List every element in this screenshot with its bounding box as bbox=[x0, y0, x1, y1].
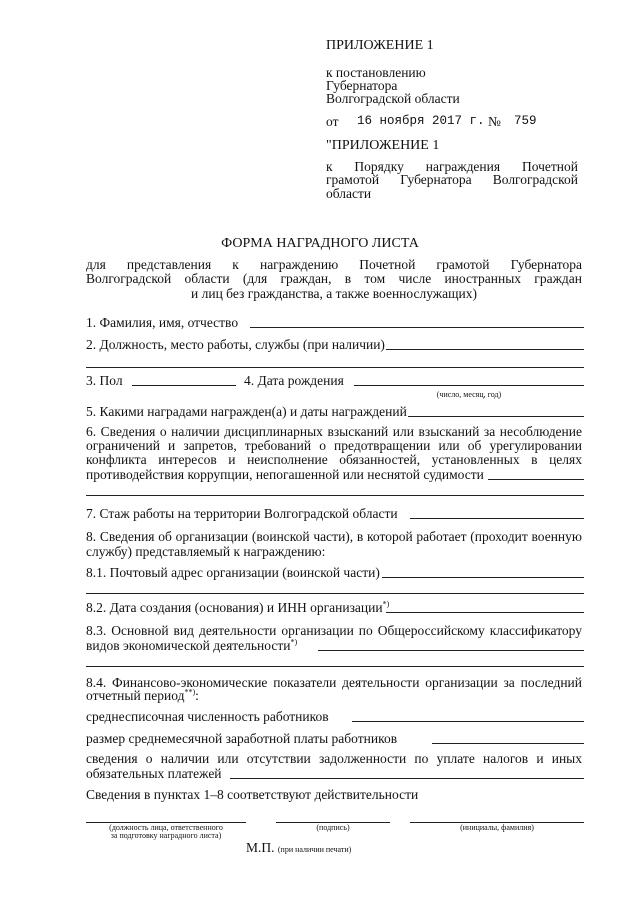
field-full-name-label: 1. Фамилия, имя, отчество bbox=[86, 315, 239, 330]
form-title: ФОРМА НАГРАДНОГО ЛИСТА bbox=[221, 236, 419, 251]
field-organization-line-2: службу) представляемый к награждению: bbox=[86, 544, 326, 559]
field-full-name-line[interactable] bbox=[250, 327, 584, 328]
resolution-line-1: к постановлению bbox=[326, 65, 426, 80]
footnote-mark-1: *) bbox=[382, 599, 390, 609]
field-postal-address-line-2[interactable] bbox=[86, 593, 584, 594]
form-subtitle-1: для представления к награждению Почетной грамотой Губернатора bbox=[86, 257, 582, 272]
field-discipline-line-3: конфликта интересов и неисполнение обязанностей, установленных в целях bbox=[86, 452, 582, 467]
form-subtitle-3: и лиц без гражданства, а также военнослужащих) bbox=[191, 286, 477, 301]
number-value: 759 bbox=[514, 114, 537, 128]
field-founding-inn-line[interactable] bbox=[386, 612, 584, 613]
avg-salary-label: размер среднемесячной заработной платы работников bbox=[86, 731, 398, 746]
field-sex-label: 3. Пол bbox=[86, 373, 123, 388]
debt-answer-line[interactable] bbox=[230, 778, 584, 779]
resolution-line-3: Волгоградской области bbox=[326, 91, 460, 106]
resolution-line-2: Губернатора bbox=[326, 78, 398, 93]
position-caption-2: за подготовку наградного листа) bbox=[110, 831, 222, 840]
field-postal-address-line[interactable] bbox=[382, 577, 584, 578]
field-position-line[interactable] bbox=[386, 349, 584, 350]
field-activity-line-2: видов экономической деятельности*) bbox=[86, 637, 298, 653]
date-value: 16 ноября 2017 г. bbox=[357, 114, 485, 128]
field-activity-line-2[interactable] bbox=[86, 666, 584, 667]
field-sex-line[interactable] bbox=[132, 385, 236, 386]
field-position-line-2[interactable] bbox=[86, 367, 584, 368]
appendix-title-2: "ПРИЛОЖЕНИЕ 1 bbox=[326, 138, 440, 153]
field-birthdate-label: 4. Дата рождения bbox=[244, 373, 344, 388]
field-awards-line[interactable] bbox=[408, 416, 584, 417]
procedure-line-2: грамотой Губернатора Волгоградской bbox=[326, 172, 578, 187]
appendix-title: ПРИЛОЖЕНИЕ 1 bbox=[326, 38, 434, 53]
procedure-line-1: к Порядку награждения Почетной bbox=[326, 159, 578, 174]
field-discipline-answer-line[interactable] bbox=[488, 479, 584, 480]
field-discipline-line-1: 6. Сведения о наличии дисциплинарных взысканий или взысканий за несоблюдение bbox=[86, 424, 582, 439]
field-experience-line[interactable] bbox=[410, 518, 584, 519]
position-caption-1: (должность лица, ответственного bbox=[109, 823, 223, 832]
field-founding-inn-label: 8.2. Дата создания (основания) и ИНН организации*) bbox=[86, 599, 390, 615]
field-birthdate-line[interactable] bbox=[354, 385, 584, 386]
date-prefix: от bbox=[326, 114, 339, 129]
form-subtitle-2: Волгоградской области (для граждан, в том числе иностранных граждан bbox=[86, 271, 582, 286]
avg-salary-line[interactable] bbox=[432, 743, 584, 744]
field-organization-line-1: 8. Сведения об организации (воинской части), в которой работает (проходит военную bbox=[86, 529, 582, 544]
field-position-label: 2. Должность, место работы, службы (при наличии) bbox=[86, 337, 385, 352]
field-financial-line-2: отчетный период**): bbox=[86, 687, 199, 703]
debt-line-1: сведения о наличии или отсутствии задолженности по уплате налогов и иных bbox=[86, 751, 582, 766]
field-experience-label: 7. Стаж работы на территории Волгоградской области bbox=[86, 506, 398, 521]
stamp-caption: (при наличии печати) bbox=[277, 845, 352, 854]
field-activity-line-1: 8.3. Основной вид деятельности организации по Общероссийскому классификатору bbox=[86, 623, 582, 638]
avg-staff-label: среднесписочная численность работников bbox=[86, 709, 329, 724]
debt-line-2: обязательных платежей bbox=[86, 766, 222, 781]
field-discipline-line-2: ограничений и запретов, требований о предотвращении или об урегулировании bbox=[86, 438, 582, 453]
footnote-mark-3: **) bbox=[184, 687, 196, 697]
field-discipline-answer-line-2[interactable] bbox=[86, 495, 584, 496]
stamp-label: М.П. (при наличии печати) bbox=[246, 840, 352, 855]
birthdate-caption: (число, месяц, год) bbox=[436, 390, 502, 399]
field-activity-line[interactable] bbox=[318, 650, 584, 651]
signature-caption: (подпись) bbox=[316, 823, 350, 832]
field-awards-label: 5. Какими наградами награжден(а) и даты награждений bbox=[86, 404, 407, 419]
procedure-line-3: области bbox=[326, 186, 372, 201]
field-discipline-line-4: противодействия коррупции, непогашенной или неснятой судимости bbox=[86, 467, 484, 482]
field-postal-address-label: 8.1. Почтовый адрес организации (воинской части) bbox=[86, 565, 380, 580]
avg-staff-line[interactable] bbox=[352, 721, 584, 722]
footnote-mark-2: *) bbox=[290, 637, 298, 647]
name-caption: (инициалы, фамилия) bbox=[460, 823, 534, 832]
number-label: № bbox=[488, 114, 501, 129]
field-financial-line-1: 8.4. Финансово-экономические показатели деятельности организации за последний bbox=[86, 675, 582, 690]
confirm-statement: Сведения в пунктах 1–8 соответствуют действительности bbox=[86, 787, 419, 802]
